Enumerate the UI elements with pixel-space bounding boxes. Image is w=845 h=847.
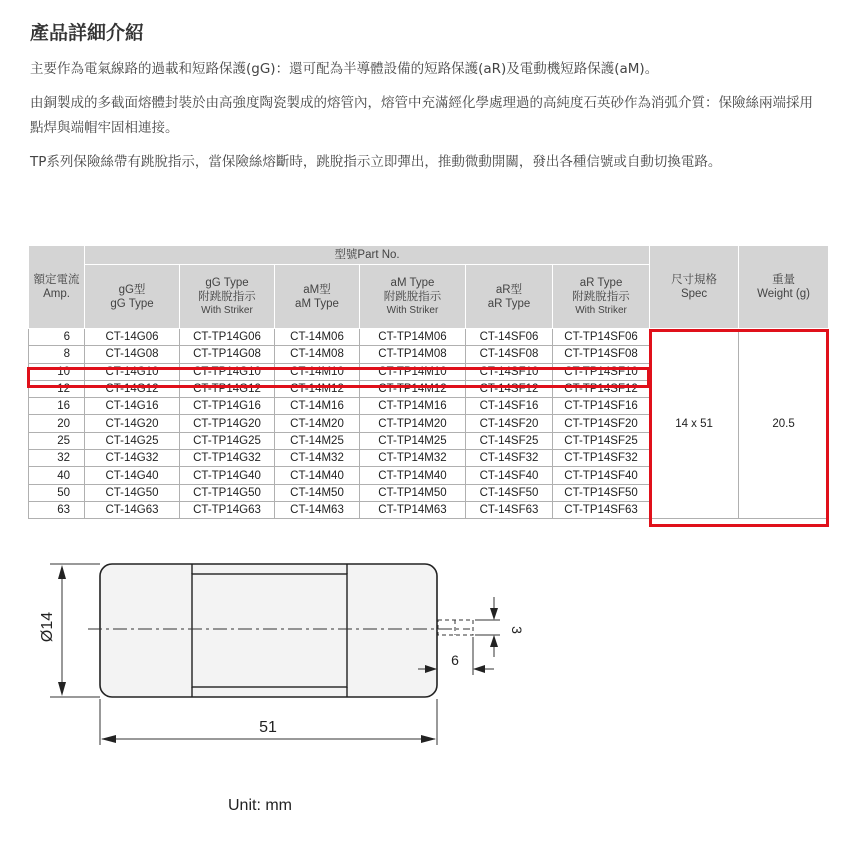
description-paragraph-3: TP系列保險絲帶有跳脫指示，當保險絲熔斷時，跳脫指示立即彈出，推動微動開關，發出各種信號或自動切換電路。 bbox=[30, 154, 722, 170]
type-header-4: aR型 aR Type bbox=[466, 265, 553, 329]
part-no-cell: CT-14G32 bbox=[85, 450, 180, 467]
description-paragraph-2: 由銅製成的多截面熔體封裝於由高強度陶瓷製成的熔管內，熔管中充滿經化學處理過的高純度石英砂作為消弧介質：保險絲兩端採用點焊與端帽牢固相連接。 bbox=[30, 95, 813, 136]
part-no-cell: CT-14SF63 bbox=[466, 501, 553, 518]
part-no-cell: CT-14M16 bbox=[275, 398, 360, 415]
fuse-dimension-drawing bbox=[0, 545, 560, 785]
weight-cell: 20.5 bbox=[739, 329, 829, 519]
amp-cell: 16 bbox=[29, 398, 85, 415]
part-no-cell: CT-14G20 bbox=[85, 415, 180, 432]
part-no-cell: CT-14SF06 bbox=[466, 329, 553, 346]
part-no-cell: CT-14G25 bbox=[85, 432, 180, 449]
part-no-cell: CT-14G10 bbox=[85, 363, 180, 380]
part-no-cell: CT-TP14G63 bbox=[180, 501, 275, 518]
amp-cell: 25 bbox=[29, 432, 85, 449]
amp-cell: 50 bbox=[29, 484, 85, 501]
part-no-header: 型號Part No. bbox=[85, 246, 650, 265]
weight-header: 重量 Weight (g) bbox=[739, 246, 829, 329]
part-no-cell: CT-14M20 bbox=[275, 415, 360, 432]
part-no-cell: CT-TP14M32 bbox=[360, 450, 466, 467]
type-header-5: aR Type 附跳脫指示 With Striker bbox=[553, 265, 650, 329]
part-no-cell: CT-TP14SF32 bbox=[553, 450, 650, 467]
part-no-cell: CT-14G63 bbox=[85, 501, 180, 518]
part-no-cell: CT-14G06 bbox=[85, 329, 180, 346]
spec-cell: 14 x 51 bbox=[650, 329, 739, 519]
part-no-cell: CT-TP14SF06 bbox=[553, 329, 650, 346]
amp-cell: 63 bbox=[29, 501, 85, 518]
part-no-cell: CT-14M25 bbox=[275, 432, 360, 449]
amp-cell: 40 bbox=[29, 467, 85, 484]
part-no-cell: CT-TP14SF20 bbox=[553, 415, 650, 432]
part-no-cell: CT-14G50 bbox=[85, 484, 180, 501]
part-no-cell: CT-TP14SF25 bbox=[553, 432, 650, 449]
part-no-cell: CT-14SF40 bbox=[466, 467, 553, 484]
part-no-cell: CT-14SF20 bbox=[466, 415, 553, 432]
part-no-cell: CT-TP14SF16 bbox=[553, 398, 650, 415]
part-no-cell: CT-14G16 bbox=[85, 398, 180, 415]
part-no-cell: CT-TP14G50 bbox=[180, 484, 275, 501]
type-header-1: gG Type 附跳脫指示 With Striker bbox=[180, 265, 275, 329]
amp-cell: 32 bbox=[29, 450, 85, 467]
length-label: 51 bbox=[259, 719, 277, 736]
part-no-cell: CT-TP14SF08 bbox=[553, 346, 650, 363]
amp-cell: 12 bbox=[29, 380, 85, 397]
part-no-cell: CT-TP14G12 bbox=[180, 380, 275, 397]
unit-label: Unit: mm bbox=[228, 797, 292, 814]
part-no-cell: CT-TP14SF10 bbox=[553, 363, 650, 380]
part-no-cell: CT-TP14G10 bbox=[180, 363, 275, 380]
fuse-barrel bbox=[192, 574, 347, 687]
part-no-cell: CT-14M50 bbox=[275, 484, 360, 501]
amp-cell: 10 bbox=[29, 363, 85, 380]
part-no-cell: CT-TP14G32 bbox=[180, 450, 275, 467]
part-no-cell: CT-14M40 bbox=[275, 467, 360, 484]
part-no-cell: CT-TP14SF40 bbox=[553, 467, 650, 484]
part-no-cell: CT-TP14M10 bbox=[360, 363, 466, 380]
amp-header: 額定電流 Amp. bbox=[29, 246, 85, 329]
part-no-cell: CT-14M08 bbox=[275, 346, 360, 363]
part-no-cell: CT-TP14M16 bbox=[360, 398, 466, 415]
type-header-3: aM Type 附跳脫指示 With Striker bbox=[360, 265, 466, 329]
part-no-cell: CT-TP14SF63 bbox=[553, 501, 650, 518]
part-no-cell: CT-TP14G08 bbox=[180, 346, 275, 363]
part-no-cell: CT-14M10 bbox=[275, 363, 360, 380]
part-no-cell: CT-14SF08 bbox=[466, 346, 553, 363]
amp-cell: 6 bbox=[29, 329, 85, 346]
part-no-cell: CT-14G40 bbox=[85, 467, 180, 484]
part-no-cell: CT-14SF32 bbox=[466, 450, 553, 467]
part-no-cell: CT-14G08 bbox=[85, 346, 180, 363]
part-no-cell: CT-TP14SF50 bbox=[553, 484, 650, 501]
part-no-cell: CT-14G12 bbox=[85, 380, 180, 397]
part-no-cell: CT-TP14M25 bbox=[360, 432, 466, 449]
striker-height-label: 3 bbox=[509, 626, 525, 634]
part-no-cell: CT-14M12 bbox=[275, 380, 360, 397]
part-no-cell: CT-14M06 bbox=[275, 329, 360, 346]
part-no-cell: CT-TP14G25 bbox=[180, 432, 275, 449]
part-no-cell: CT-14SF12 bbox=[466, 380, 553, 397]
part-no-cell: CT-TP14G16 bbox=[180, 398, 275, 415]
part-no-cell: CT-TP14M50 bbox=[360, 484, 466, 501]
part-no-cell: CT-TP14M20 bbox=[360, 415, 466, 432]
striker-length-label: 6 bbox=[451, 652, 459, 668]
page-title: 產品詳細介紹 bbox=[30, 22, 145, 44]
part-no-cell: CT-TP14G40 bbox=[180, 467, 275, 484]
type-header-2: aM型 aM Type bbox=[275, 265, 360, 329]
part-no-cell: CT-14M63 bbox=[275, 501, 360, 518]
part-no-cell: CT-TP14G06 bbox=[180, 329, 275, 346]
part-no-cell: CT-TP14M12 bbox=[360, 380, 466, 397]
description-paragraph-1: 主要作為電氣線路的過載和短路保護(gG)：還可配為半導體設備的短路保護(aR)及電動機短路保護(aM)。 bbox=[30, 61, 659, 77]
type-header-0: gG型 gG Type bbox=[85, 265, 180, 329]
amp-cell: 20 bbox=[29, 415, 85, 432]
spec-table bbox=[28, 245, 829, 519]
part-no-cell: CT-14M32 bbox=[275, 450, 360, 467]
part-no-cell: CT-TP14M08 bbox=[360, 346, 466, 363]
part-no-cell: CT-TP14SF12 bbox=[553, 380, 650, 397]
spec-header: 尺寸規格 Spec bbox=[650, 246, 739, 329]
diameter-label: Ø14 bbox=[39, 611, 56, 643]
part-no-cell: CT-14SF50 bbox=[466, 484, 553, 501]
part-no-cell: CT-TP14M40 bbox=[360, 467, 466, 484]
amp-cell: 8 bbox=[29, 346, 85, 363]
part-no-cell: CT-14SF16 bbox=[466, 398, 553, 415]
part-no-cell: CT-TP14G20 bbox=[180, 415, 275, 432]
part-no-cell: CT-14SF25 bbox=[466, 432, 553, 449]
table-row bbox=[29, 329, 829, 346]
part-no-cell: CT-TP14M63 bbox=[360, 501, 466, 518]
part-no-cell: CT-14SF10 bbox=[466, 363, 553, 380]
part-no-cell: CT-TP14M06 bbox=[360, 329, 466, 346]
